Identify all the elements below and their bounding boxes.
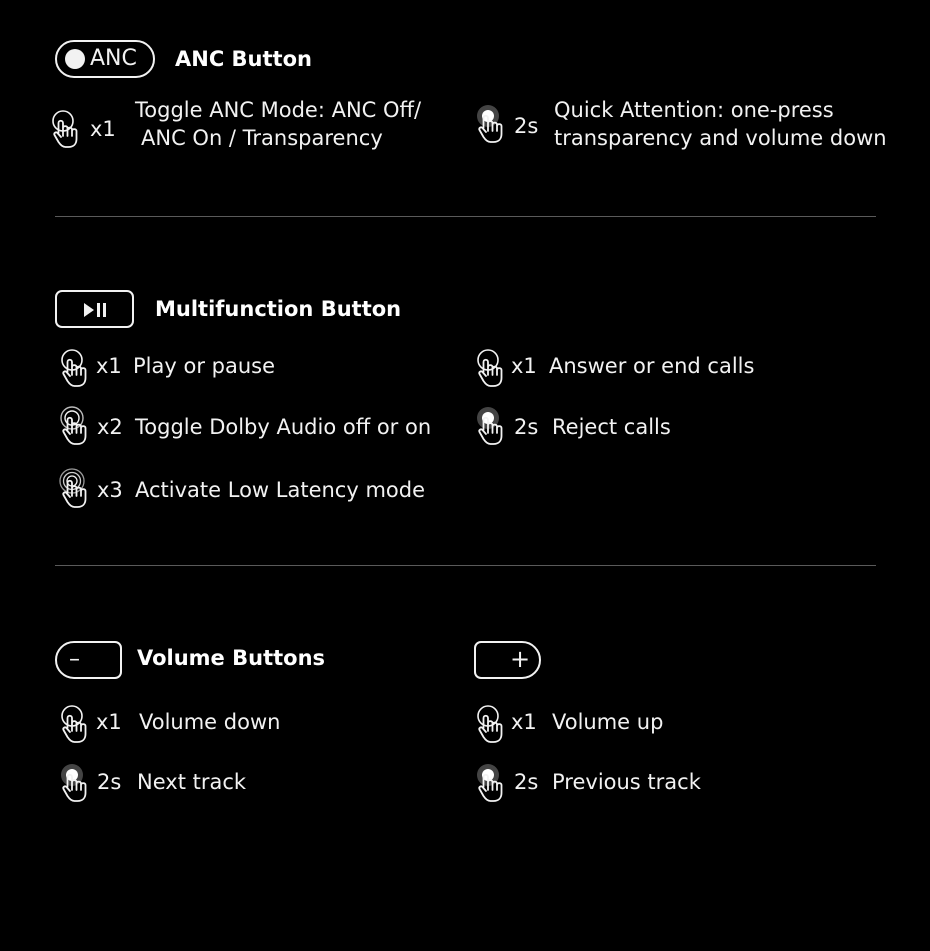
- plus-icon: +: [510, 645, 531, 673]
- mf-row2-count: x2: [97, 415, 123, 439]
- anc-left-line1: Toggle ANC Mode: ANC Off/: [135, 98, 422, 122]
- minus-icon: –: [69, 647, 80, 672]
- tap-hand-icon: [48, 106, 88, 148]
- mf-row1-label: Play or pause: [133, 354, 275, 378]
- play-pause-icon: [82, 301, 108, 319]
- mf-right-row1-label: Answer or end calls: [549, 354, 755, 378]
- volume-plus-button-graphic: [474, 641, 541, 679]
- anc-right-count: 2s: [514, 114, 539, 138]
- tap-hand-icon: [57, 701, 97, 743]
- multifunction-button-graphic: [55, 290, 134, 328]
- triple-tap-hand-icon: [57, 466, 97, 508]
- press-hold-hand-icon: [473, 101, 513, 143]
- vol-left-row2-count: 2s: [97, 770, 122, 794]
- anc-dot-icon: [65, 49, 85, 69]
- vol-left-row1-count: x1: [96, 710, 122, 734]
- mf-right-row2-label: Reject calls: [552, 415, 671, 439]
- press-hold-hand-icon: [473, 403, 513, 445]
- anc-section-title: ANC Button: [175, 47, 312, 71]
- mf-right-row1-count: x1: [511, 354, 537, 378]
- mf-row2-label: Toggle Dolby Audio off or on: [135, 415, 432, 439]
- mf-row3-count: x3: [97, 478, 123, 502]
- anc-badge-label: ANC: [90, 46, 137, 71]
- volume-minus-button-graphic: [55, 641, 122, 679]
- tap-hand-icon: [473, 701, 513, 743]
- vol-left-row1-label: Volume down: [139, 710, 281, 734]
- press-hold-hand-icon: [57, 760, 97, 802]
- tap-hand-icon: [57, 345, 97, 387]
- vol-right-row2-label: Previous track: [552, 770, 701, 794]
- multifunction-section-title: Multifunction Button: [155, 297, 402, 321]
- anc-button-graphic: [55, 40, 155, 78]
- vol-right-row1-label: Volume up: [552, 710, 664, 734]
- section-divider: [55, 565, 876, 566]
- vol-right-row2-count: 2s: [514, 770, 539, 794]
- anc-right-line1: Quick Attention: one-press: [554, 98, 834, 122]
- press-hold-hand-icon: [473, 760, 513, 802]
- vol-right-row1-count: x1: [511, 710, 537, 734]
- tap-hand-icon: [473, 345, 513, 387]
- anc-right-line2: transparency and volume down: [554, 126, 887, 150]
- mf-row3-label: Activate Low Latency mode: [135, 478, 426, 502]
- anc-left-count: x1: [90, 117, 116, 141]
- vol-left-row2-label: Next track: [137, 770, 247, 794]
- section-divider: [55, 216, 876, 217]
- anc-left-line2: ANC On / Transparency: [141, 126, 383, 150]
- volume-section-title: Volume Buttons: [137, 646, 326, 670]
- double-tap-hand-icon: [57, 403, 97, 445]
- mf-row1-count: x1: [96, 354, 122, 378]
- mf-right-row2-count: 2s: [514, 415, 539, 439]
